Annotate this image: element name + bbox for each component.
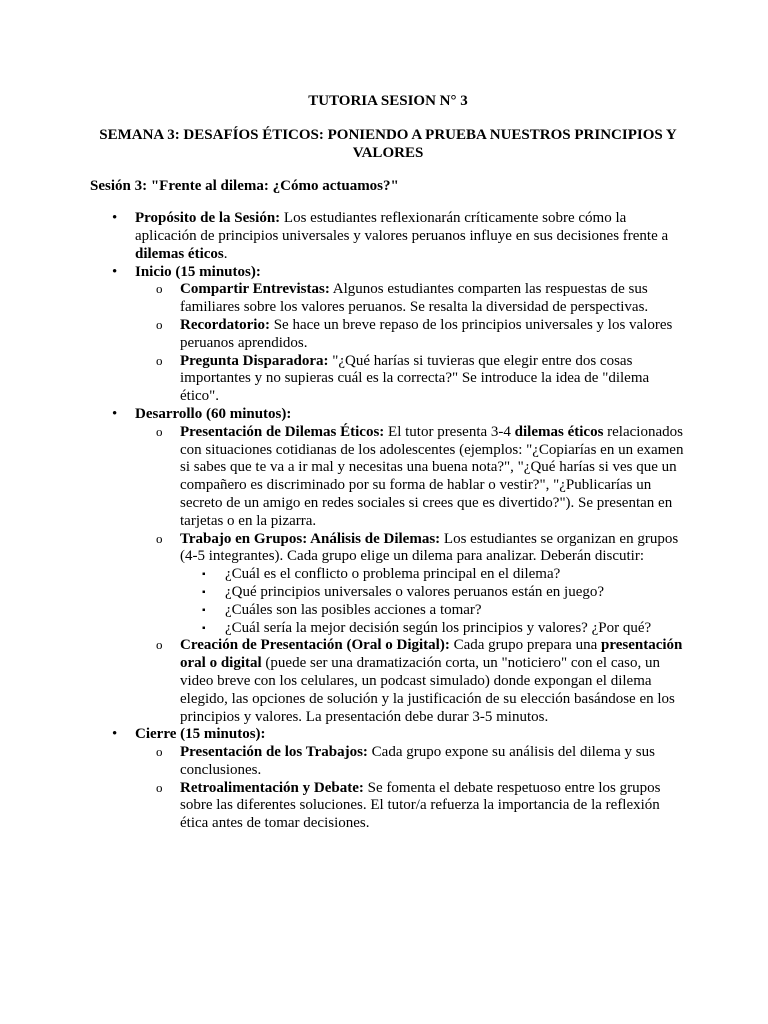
square-bullet: ▪ [202,622,206,634]
circle-bullet: o [156,637,163,653]
cierre-heading: Cierre (15 minutos): [135,726,266,743]
item-text: "¿Qué harías si tuvieras que elegir entre dos cosas importantes y no supieras cuál es la correcta?" Se introduce la idea de "dilema ético". [180,352,650,405]
list-item [135,424,684,531]
item-text: Cada grupo expone su análisis del dilema y sus conclusiones. [180,744,655,778]
session-heading: Sesión 3: "Frente al dilema: ¿Cómo actuamos?" [90,178,399,195]
square-bullet: ▪ [202,604,206,616]
list-item [135,531,684,638]
question-text: ¿Qué principios universales o valores peruanos están en juego? [225,583,605,600]
disc-bullet: • [112,210,118,227]
circle-bullet: o [156,530,163,546]
circle-bullet: o [156,352,163,368]
item-text: Los estudiantes se organizan en grupos (4-5 integrantes). Cada grupo elige un dilema para analizar. Deberán discutir: [180,530,679,565]
item-label: Recordatorio: [180,316,270,333]
item-text: (puede ser una dramatización corta, un "noticiero" con el caso, un video breve con los celulares, un podcast simulado) donde expongan el dilema elegido, las opciones de solución y la justificación de su elección basándose en los principios y valores. La presentación debe durar 3-5 minutos. [180,655,675,725]
question-text: ¿Cuáles son las posibles acciones a tomar? [225,601,482,618]
item-bold: presentación oral o digital [180,637,683,672]
list-item [135,353,684,406]
circle-bullet: o [156,316,163,332]
question-item [180,620,684,638]
question-item [180,566,684,584]
circle-bullet: o [156,744,163,760]
item-text: Algunos estudiantes comparten las respuestas de sus familiares sobre los valores peruanos. Se resalta la diversidad de perspectivas. [180,281,649,316]
item-text: El tutor presenta 3-4 [384,423,515,440]
purpose-end: . [223,245,228,262]
list-item-desarrollo [92,406,684,726]
inicio-heading: Inicio (15 minutos): [135,263,261,280]
list-item [135,281,684,317]
item-bold: dilemas éticos [514,423,604,440]
list-item [135,637,684,726]
desarrollo-sublist [135,424,684,727]
question-text: ¿Cuál sería la mejor decisión según los principios y valores? ¿Por qué? [225,619,652,636]
inicio-sublist [135,281,684,406]
document-title: TUTORIA SESION N° 3 [308,93,468,109]
item-text: relacionados con situaciones cotidianas de los adolescentes (ejemplos: "¿Copiarías en un examen si sabes que te va a ir mal y necesitas una buena nota?", "¿Qué harías si ves que un compañero es discriminado por su forma de hablar o vestir?", "¿Publicarías un secreto de un amigo en redes sociales si crees que es divertido?"). Se presentan en tarjetas o en la pizarra. [180,423,684,529]
list-item [135,317,684,353]
item-text: Se fomenta el debate respetuoso entre los grupos sobre las diferentes soluciones. El tutor/a refuerza la importancia de la reflexión ética antes de tomar decisiones. [180,779,661,832]
square-bullet: ▪ [202,586,206,598]
question-text: ¿Cuál es el conflicto o problema principal en el dilema? [225,566,561,583]
cierre-sublist [135,744,684,833]
purpose-label: Propósito de la Sesión: [135,210,281,227]
circle-bullet: o [156,423,163,439]
item-label: Trabajo en Grupos: Análisis de Dilemas: [180,530,441,547]
item-text: Cada grupo prepara una [449,637,601,654]
list-item [135,744,684,780]
list-item-inicio [92,264,684,406]
item-text: Se hace un breve repaso de los principios universales y los valores peruanos aprendidos. [180,316,673,351]
disc-bullet: • [112,263,118,280]
list-item-purpose [92,210,684,263]
question-item [180,584,684,602]
circle-bullet: o [156,281,163,297]
main-list [92,210,684,833]
week-heading: SEMANA 3: DESAFÍOS ÉTICOS: PONIENDO A PRUEBA NUESTROS PRINCIPIOS Y VALORES [99,126,677,161]
desarrollo-heading: Desarrollo (60 minutos): [135,405,292,422]
square-bullet: ▪ [202,569,206,581]
purpose-bold: dilemas éticos [135,245,224,262]
item-label: Creación de Presentación (Oral o Digital): [180,637,450,654]
item-label: Pregunta Disparadora: [180,352,329,369]
circle-bullet: o [156,779,163,795]
purpose-text: Los estudiantes reflexionarán críticamente sobre cómo la aplicación de principios universales y valores peruanos influye en sus decisiones frente a [135,210,669,244]
item-label: Presentación de Dilemas Éticos: [180,423,385,440]
list-item-cierre [92,726,684,833]
questions-list [180,566,684,637]
question-item [180,602,684,620]
disc-bullet: • [112,726,118,743]
item-label: Retroalimentación y Debate: [180,779,364,796]
disc-bullet: • [112,405,118,422]
item-label: Presentación de los Trabajos: [180,744,368,761]
item-label: Compartir Entrevistas: [180,281,330,298]
list-item [135,780,684,833]
